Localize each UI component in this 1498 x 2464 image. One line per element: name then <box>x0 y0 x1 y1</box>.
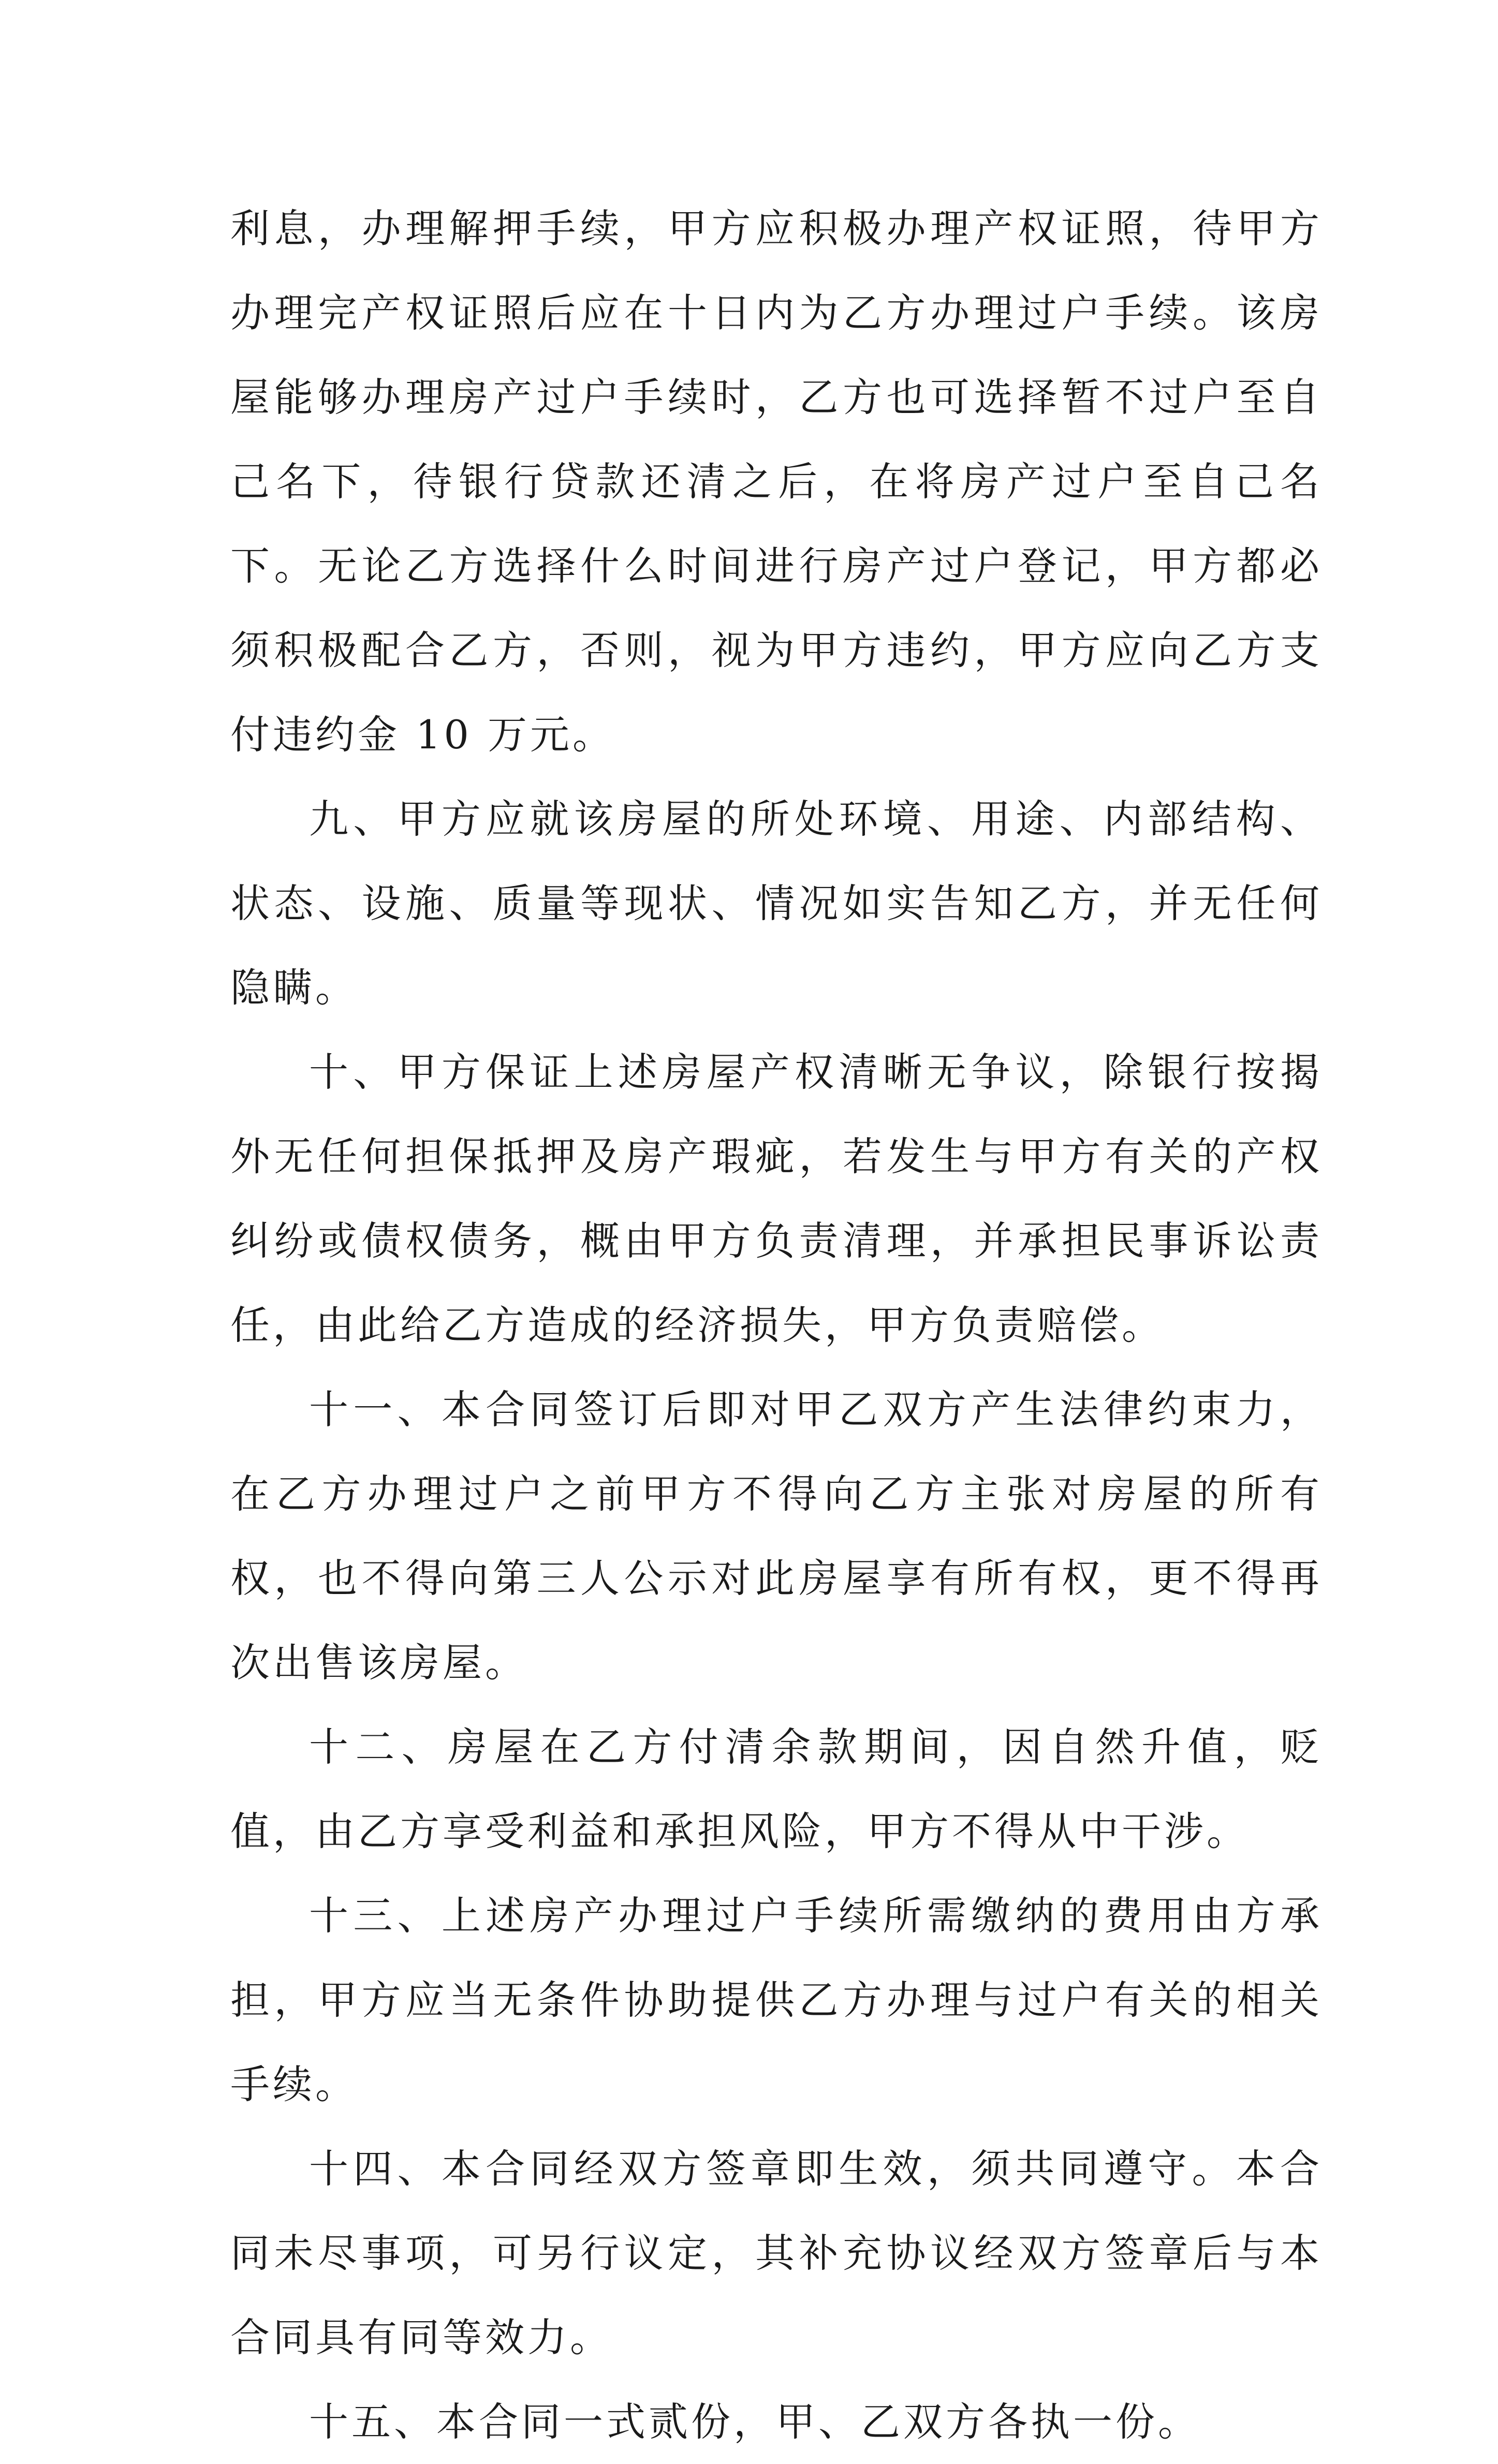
clause-9: 九、甲方应就该房屋的所处环境、用途、内部结构、状态、设施、质量等现状、情况如实告知乙方，并无任何隐瞒。 <box>230 796 1323 1011</box>
paragraph-continuation: 利息，办理解押手续，甲方应积极办理产权证照，待甲方办理完产权证照后应在十日内为乙方办理过户手续。该房屋能够办理房产过户手续时，乙方也可选择暂不过户至自己名下，待银行贷款还清之后，在将房产过户至自己名下。无论乙方选择什么时间进行房产过户登记，甲方都必须积极配合乙方，否则，视为甲方违约，甲方应向乙方支付违约金 10 万元。 <box>230 205 1323 758</box>
clause-10: 十、甲方保证上述房屋产权清晰无争议，除银行按揭外无任何担保抵押及房产瑕疵，若发生与甲方有关的产权纠纷或债权债务，概由甲方负责清理，并承担民事诉讼责任，由此给乙方造成的经济损失，甲方负责赔偿。 <box>230 1049 1323 1348</box>
clause-11: 十一、本合同签订后即对甲乙双方产生法律约束力，在乙方办理过户之前甲方不得向乙方主张对房屋的所有权，也不得向第三人公示对此房屋享有所有权，更不得再次出售该房屋。 <box>230 1386 1323 1686</box>
clause-13: 十三、上述房产办理过户手续所需缴纳的费用由方承担，甲方应当无条件协助提供乙方办理与过户有关的相关手续。 <box>230 1893 1323 2107</box>
clause-15: 十五、本合同一式贰份，甲、乙双方各执一份。 <box>309 2399 1200 2445</box>
contract-body <box>230 186 1323 2464</box>
clause-14: 十四、本合同经双方签章即生效，须共同遵守。本合同未尽事项，可另行议定，其补充协议经双方签章后与本合同具有同等效力。 <box>230 2146 1323 2360</box>
clause-12: 十二、房屋在乙方付清余款期间，因自然升值，贬值，由乙方享受利益和承担风险，甲方不得从中干涉。 <box>230 1724 1323 1854</box>
